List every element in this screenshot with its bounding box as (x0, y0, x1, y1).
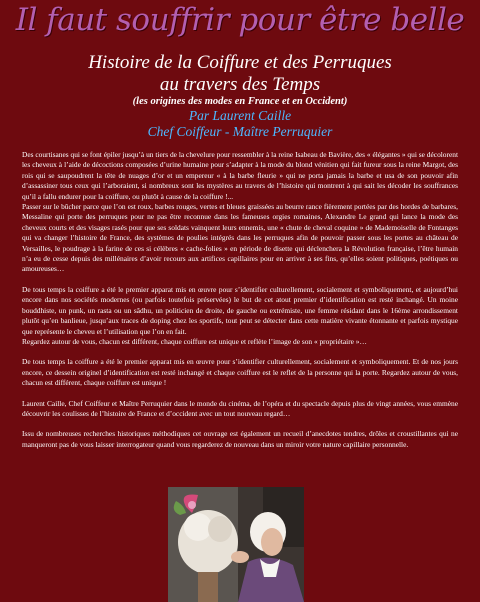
book-title-line2: au travers des Temps (159, 74, 321, 95)
author-name: Par Laurent Caille (188, 108, 292, 123)
paragraph-identity (22, 285, 458, 347)
wig-photo (168, 487, 304, 602)
wig-photo-illustration (168, 487, 304, 602)
paragraph-3b: Regardez autour de vous, chacun est différent, chaque coiffure est unique et reflète l’image de son « propriétaire »… (22, 336, 367, 346)
author-role: Chef Coiffeur - Maître Perruquier (147, 124, 333, 139)
paragraph-6: Issu de nombreuses recherches historiques méthodiques cet ouvrage est également un recueil d’anecdotes tendres, drôles et croustillantes qui ne manqueront pas de vous laisser interrogateur quand vous regarderez de nouveau dans un miroir votre nature capillaire personnelle. (22, 429, 458, 449)
paragraph-intro (22, 150, 458, 275)
description-body (22, 150, 458, 460)
book-title-line1: Histoire de la Coiffure et des Perruques (88, 52, 392, 73)
script-title: Il faut souffrir pour être belle (15, 2, 465, 38)
book-subtitle: (les origines des modes en France et en Occident) (132, 96, 348, 107)
paragraph-2: Passer sur le bûcher parce que l’on est roux, barbes rouges, vertes et bleues graissées au beurre rance fièrement portées par des hordes de barbares, Messaline qui porte des perruques pour ne pas être reconnue dans les fameuses orgies romaines, Alexandre Le grand qui lance la mode des cheveux courts et des visages rasés pour que ses soldats vainquent leurs ennemis, une « chute de cheval coquine » de Mademoiselle de Fontanges qui va changer l’histoire de France, des systèmes de poulies intégrés dans les perruques afin de pouvoir passer sous les portes au château de Versailles, le poudrage à la farine de ces si célèbres « cache-folies » en période de disette qui déclenchera la Révolution française, l’être humain n’a eu de cesse depuis des millénaires d’avoir recours aux artifices capillaires pour en arriver à ses fins, qu’elles soient politiques, poétiques ou amoureuses… (22, 202, 458, 274)
paragraph-5: Laurent Caille, Chef Coiffeur et Maître Perruquier dans le monde du cinéma, de l’opéra et du spectacle depuis plus de vingt années, vous emmène découvrir les coulisses de l’histoire de France et d’occident avec un tout nouveau regard… (22, 398, 458, 418)
paragraph-1: Des courtisanes qui se font épiler jusqu’à un tiers de la chevelure pour ressembler à la reine Isabeau de Bavière, des « élégantes » qui se décolorent les cheveux à l’aide de décoctions composées d’urine humaine pour s’adapter à la mode du blond vénitien qui fait fureur sous la reine Margot, des rois qui se saupoudrent la tête de nuages d’or et un empereur « à la barbe fleurie » qui ne porta jamais la barbe et usa de son pouvoir afin d’assassiner tous ceux qui l’arboraient, si nombreux sont les mystères au travers de l’histoire qui montrent à qui sait les décoder les souffrances qu’il a fallu endurer pour la coiffure, ou plutôt à cause de la coiffure !... (22, 150, 458, 201)
paragraph-3: De tous temps la coiffure a été le premier apparat mis en œuvre pour s’identifier culturellement, socialement et symboliquement, et aujourd’hui encore dans nos sociétés modernes (ou parfois toutefois préservées) le but de cet atout premier d’identification est resté inchangé. Un moine bouddhiste, un punk, un rasta ou un sâdhu, un politicien de droite, de gauche ou extrémiste, une femme résidant dans le 16ème arrondissement plutôt qu’en banlieue, jusqu’aux traces de doping chez les sportifs, tout peut se détecter dans cette matière vivante étonnante et parfois mystique que représente le cheveu et l’utilisation que l’on en fait. (22, 284, 458, 336)
paragraph-4: De tous temps la coiffure a été le premier apparat mis en œuvre pour s’identifier culturellement, socialement et symboliquement. Et de nos jours encore, ce dessein originel d’identification est resté inchangé et chaque coiffure est le reflet de la personne qui la porte. Regardez autour de vous, chacun est différent, chaque coiffure est unique ! (22, 357, 458, 388)
